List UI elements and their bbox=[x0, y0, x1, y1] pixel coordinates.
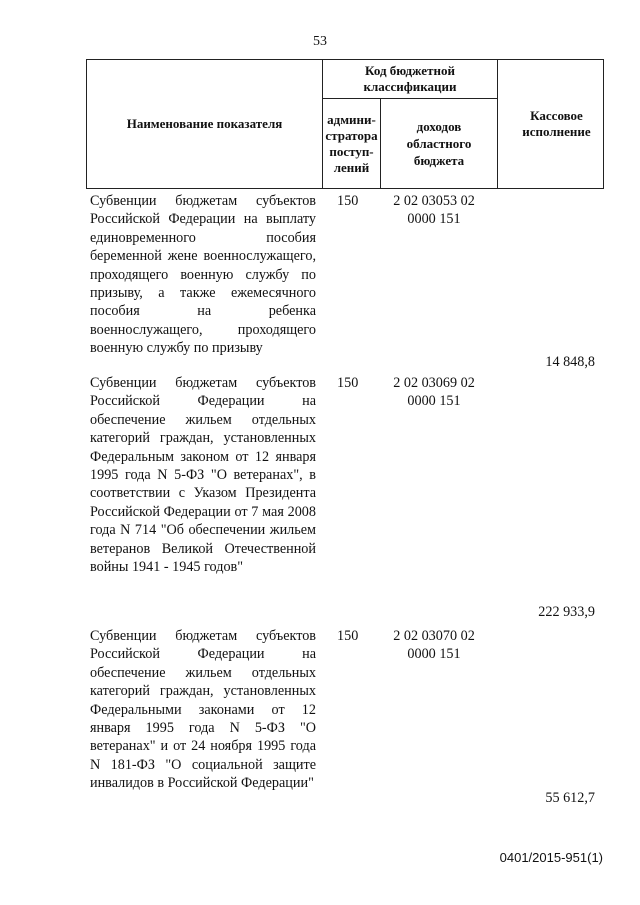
row-admin-code: 150 bbox=[337, 628, 359, 644]
document-code: 0401/2015-951(1) bbox=[499, 850, 603, 865]
header-income-column: доходов областного бюджета bbox=[381, 99, 498, 188]
row-name: Субвенции бюджетам субъектов Российской Федерации на обеспечение жильем отдельных категорий граждан, установленных Федеральными законами от 12 января 1995 года N 5-ФЗ "О ветеранах" и от 24 ноября 1995 года N 181-ФЗ "О социальной защите инвалидов в Российской Федерации" bbox=[90, 628, 316, 792]
header-admin-column: админи-стратора поступ-лений bbox=[323, 99, 381, 188]
row-amount: 14 848,8 bbox=[545, 354, 595, 370]
header-execution-column: Кассовое исполнение bbox=[522, 108, 591, 139]
table-header bbox=[86, 59, 604, 189]
row-name: Субвенции бюджетам субъектов Российской Федерации на обеспечение жильем отдельных категорий граждан, установленных Федеральным законом от 12 января 1995 года N 5-ФЗ "О ветеранах", в соответствии с Указом Президента Российской Федерации от 7 мая 2008 года N 714 "Об обеспечении жильем ветеранов Великой Отечественной войны 1941 - 1945 годов" bbox=[90, 375, 316, 576]
header-code-group: Код бюджетной классификации bbox=[323, 60, 498, 99]
page-number: 53 bbox=[313, 34, 327, 49]
row-amount: 55 612,7 bbox=[545, 790, 595, 806]
row-name: Субвенции бюджетам субъектов Российской Федерации на выплату единовременного пособия беременной жене военнослужащего, проходящего военную службу по призыву, а также ежемесячного пособия на ребенка военнослужащего, проходящего военную службу по призыву bbox=[90, 193, 316, 357]
row-income-code: 2 02 03070 02 0000 151 bbox=[393, 628, 475, 663]
header-name-column: Наименование показателя bbox=[87, 60, 323, 188]
row-income-code: 2 02 03053 02 0000 151 bbox=[393, 193, 475, 228]
row-amount: 222 933,9 bbox=[538, 604, 595, 620]
row-admin-code: 150 bbox=[337, 375, 359, 391]
row-income-code: 2 02 03069 02 0000 151 bbox=[393, 375, 475, 410]
row-admin-code: 150 bbox=[337, 193, 359, 209]
